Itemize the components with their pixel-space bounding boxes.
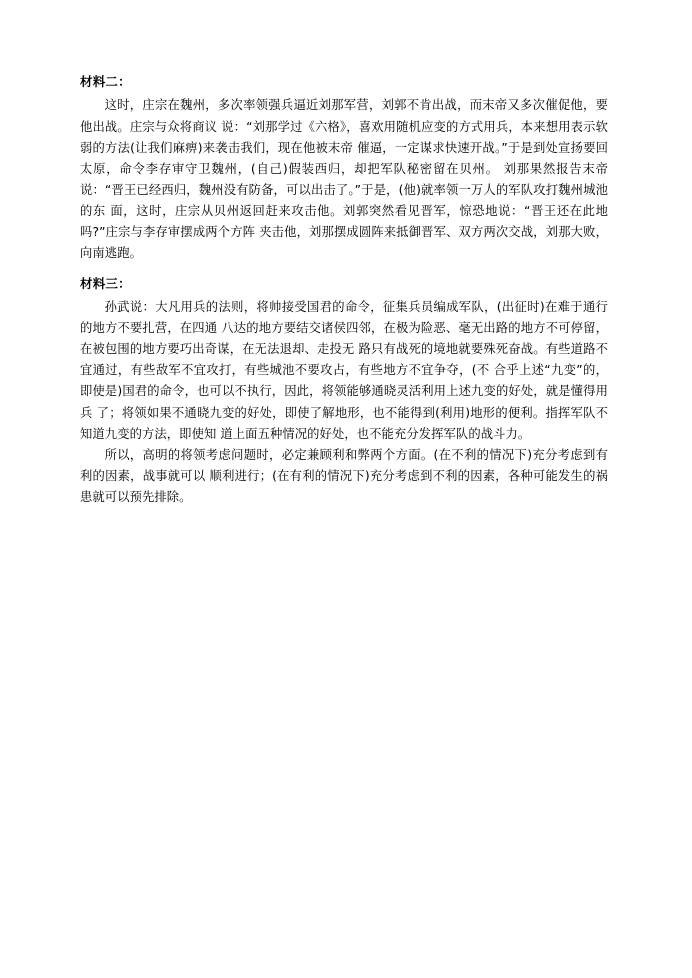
- paragraph: 孙武说：大凡用兵的法则，将帅接受国君的命令，征集兵员编成军队，(出征时)在难于通行的地方不要扎营，在四通 八达的地方要结交诸侯四邻，在极为险恶、毫无出路的地方不可停留，在被包围的地方要巧出奇谋，在无法退却、走投无 路只有战死的境地就要殊死奋战。有些道路不宜通过，有些敌军不宜攻打，有些城池不要攻占，有些地方不宜争夺，(不 合乎上述“九变”的，即使是)国君的命令，也可以不执行，因此，将领能够通晓灵活利用上述九变的好处，就是懂得用兵 了；将领如果不通晓九变的好处，即使了解地形，也不能得到(利用)地形的便利。指挥军队不知道九变的方法，即使知 道上面五种情况的好处，也不能充分发挥军队的战斗力。: [80, 299, 608, 441]
- section-material-three: [80, 274, 608, 509]
- section-heading: 材料二：: [80, 74, 131, 89]
- document-content: [80, 72, 608, 508]
- section-material-two: [80, 72, 608, 265]
- section-heading: 材料三：: [80, 275, 131, 291]
- paragraph: 所以，高明的将领考虑问题时，必定兼顾利和弊两个方面。(在不利的情况下)充分考虑到有利的因素，战事就可以 顺利进行；(在有利的情况下)充分考虑到不利的因素，各种可能发生的祸患就可以预先排除。: [80, 447, 608, 505]
- spacer: [80, 265, 608, 274]
- paragraph: 这时，庄宗在魏州，多次率领强兵逼近刘那军营，刘郭不肯出战，而末帝又多次催促他，要他出战。庄宗与众将商议 说：“刘那学过《六格》，喜欢用随机应变的方式用兵，本来想用表示软弱的方法(让我们麻痹)来袭击我们，现在他被末帝 催逼，一定谋求快速开战。”于是到处宣扬要回太原，命令李存审守卫魏州，(自己)假装西归，却把军队秘密留在贝州。 刘那果然报告末帝说：“晋王已经西归，魏州没有防备，可以出击了。”于是，(他)就率领一万人的军队攻打魏州城池的东 面，这时，庄宗从贝州返回赶来攻击他。刘郭突然看见晋军，惊恐地说：“晋王还在此地吗?”庄宗与李存审摆成两个方阵 夹击他，刘那摆成圆阵来抵御晋军、双方两次交战，刘那大败，向南逃跑。: [80, 98, 608, 261]
